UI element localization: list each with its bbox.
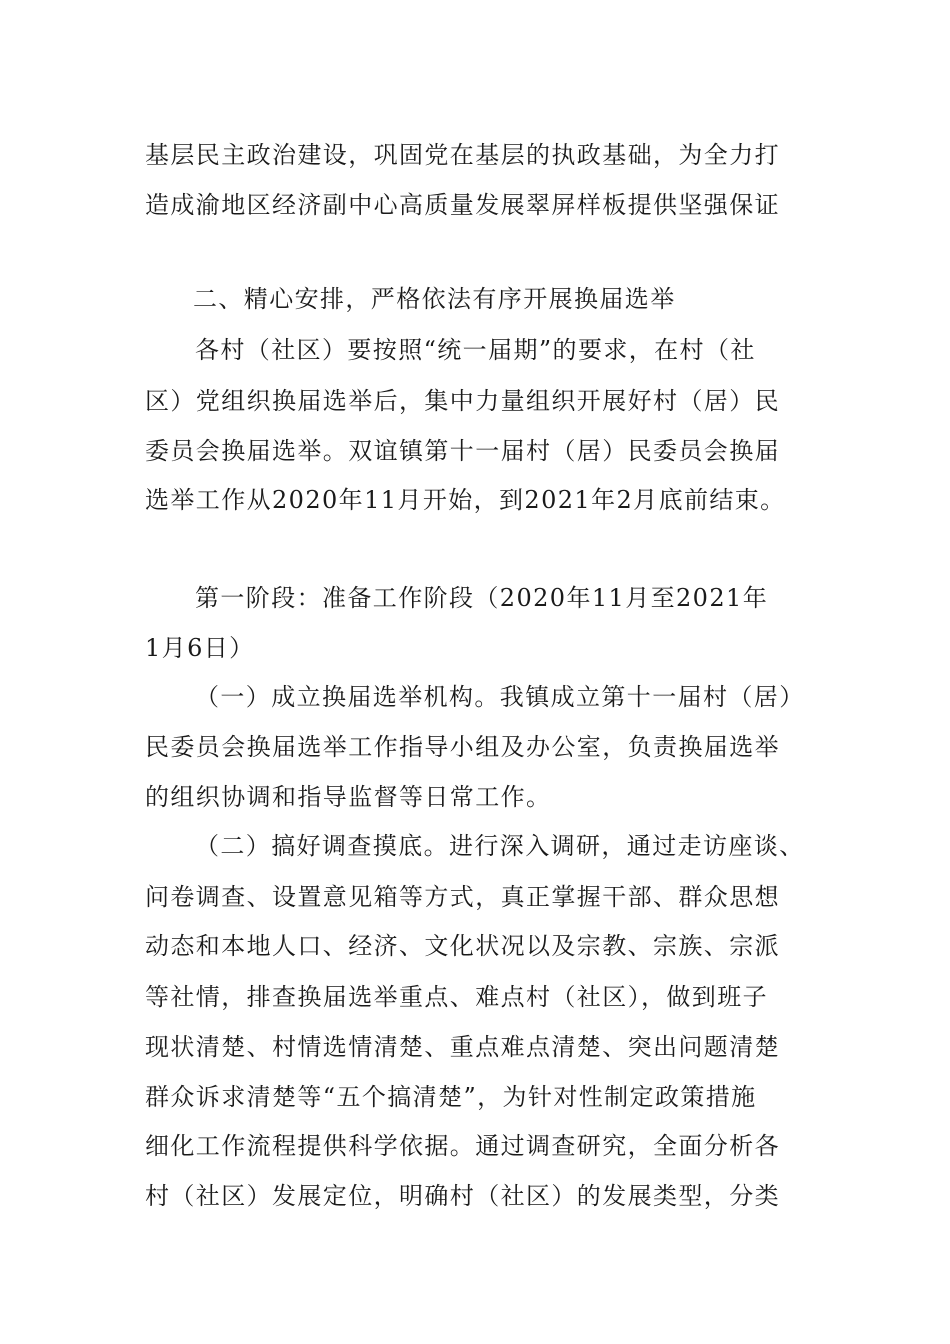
body-text-line: 选举工作从2020年11月开始，到2021年2月底前结束。 bbox=[145, 486, 786, 514]
body-text-line: 造成渝地区经济副中心高质量发展翠屏样板提供坚强保证 bbox=[145, 191, 780, 219]
body-text-line: （二）搞好调查摸底。进行深入调研，通过走访座谈、 bbox=[195, 832, 805, 860]
body-text-line: 基层民主政治建设，巩固党在基层的执政基础，为全力打 bbox=[145, 141, 780, 169]
body-text-line: 的组织协调和指导监督等日常工作。 bbox=[145, 783, 552, 811]
body-text-line: 细化工作流程提供科学依据。通过调查研究，全面分析各 bbox=[145, 1132, 780, 1160]
stage-heading: 第一阶段：准备工作阶段（2020年11月至2021年 bbox=[195, 584, 769, 612]
body-text-line: 问卷调查、设置意见箱等方式，真正掌握干部、群众思想 bbox=[145, 883, 780, 911]
body-text-line: 村（社区）发展定位，明确村（社区）的发展类型，分类 bbox=[145, 1182, 780, 1210]
body-text-line: 民委员会换届选举工作指导小组及办公室，负责换届选举 bbox=[145, 733, 780, 761]
body-text-line: 区）党组织换届选举后，集中力量组织开展好村（居）民 bbox=[145, 387, 780, 415]
section-heading: 二、精心安排，严格依法有序开展换届选举 bbox=[193, 285, 676, 313]
body-text-line: 委员会换届选举。双谊镇第十一届村（居）民委员会换届 bbox=[145, 437, 780, 465]
body-text-line: 现状清楚、村情选情清楚、重点难点清楚、突出问题清楚 bbox=[145, 1033, 780, 1061]
body-text-line: 等社情，排查换届选举重点、难点村（社区），做到班子 bbox=[145, 983, 768, 1011]
body-text-line: 群众诉求清楚等“五个搞清楚”，为针对性制定政策措施 bbox=[145, 1083, 757, 1111]
stage-heading-continued: 1月6日） bbox=[145, 634, 255, 662]
body-text-line: 动态和本地人口、经济、文化状况以及宗教、宗族、宗派 bbox=[145, 932, 780, 960]
body-text-line: （一）成立换届选举机构。我镇成立第十一届村（居） bbox=[195, 683, 805, 711]
body-text-line: 各村（社区）要按照“统一届期”的要求，在村（社 bbox=[195, 336, 756, 364]
